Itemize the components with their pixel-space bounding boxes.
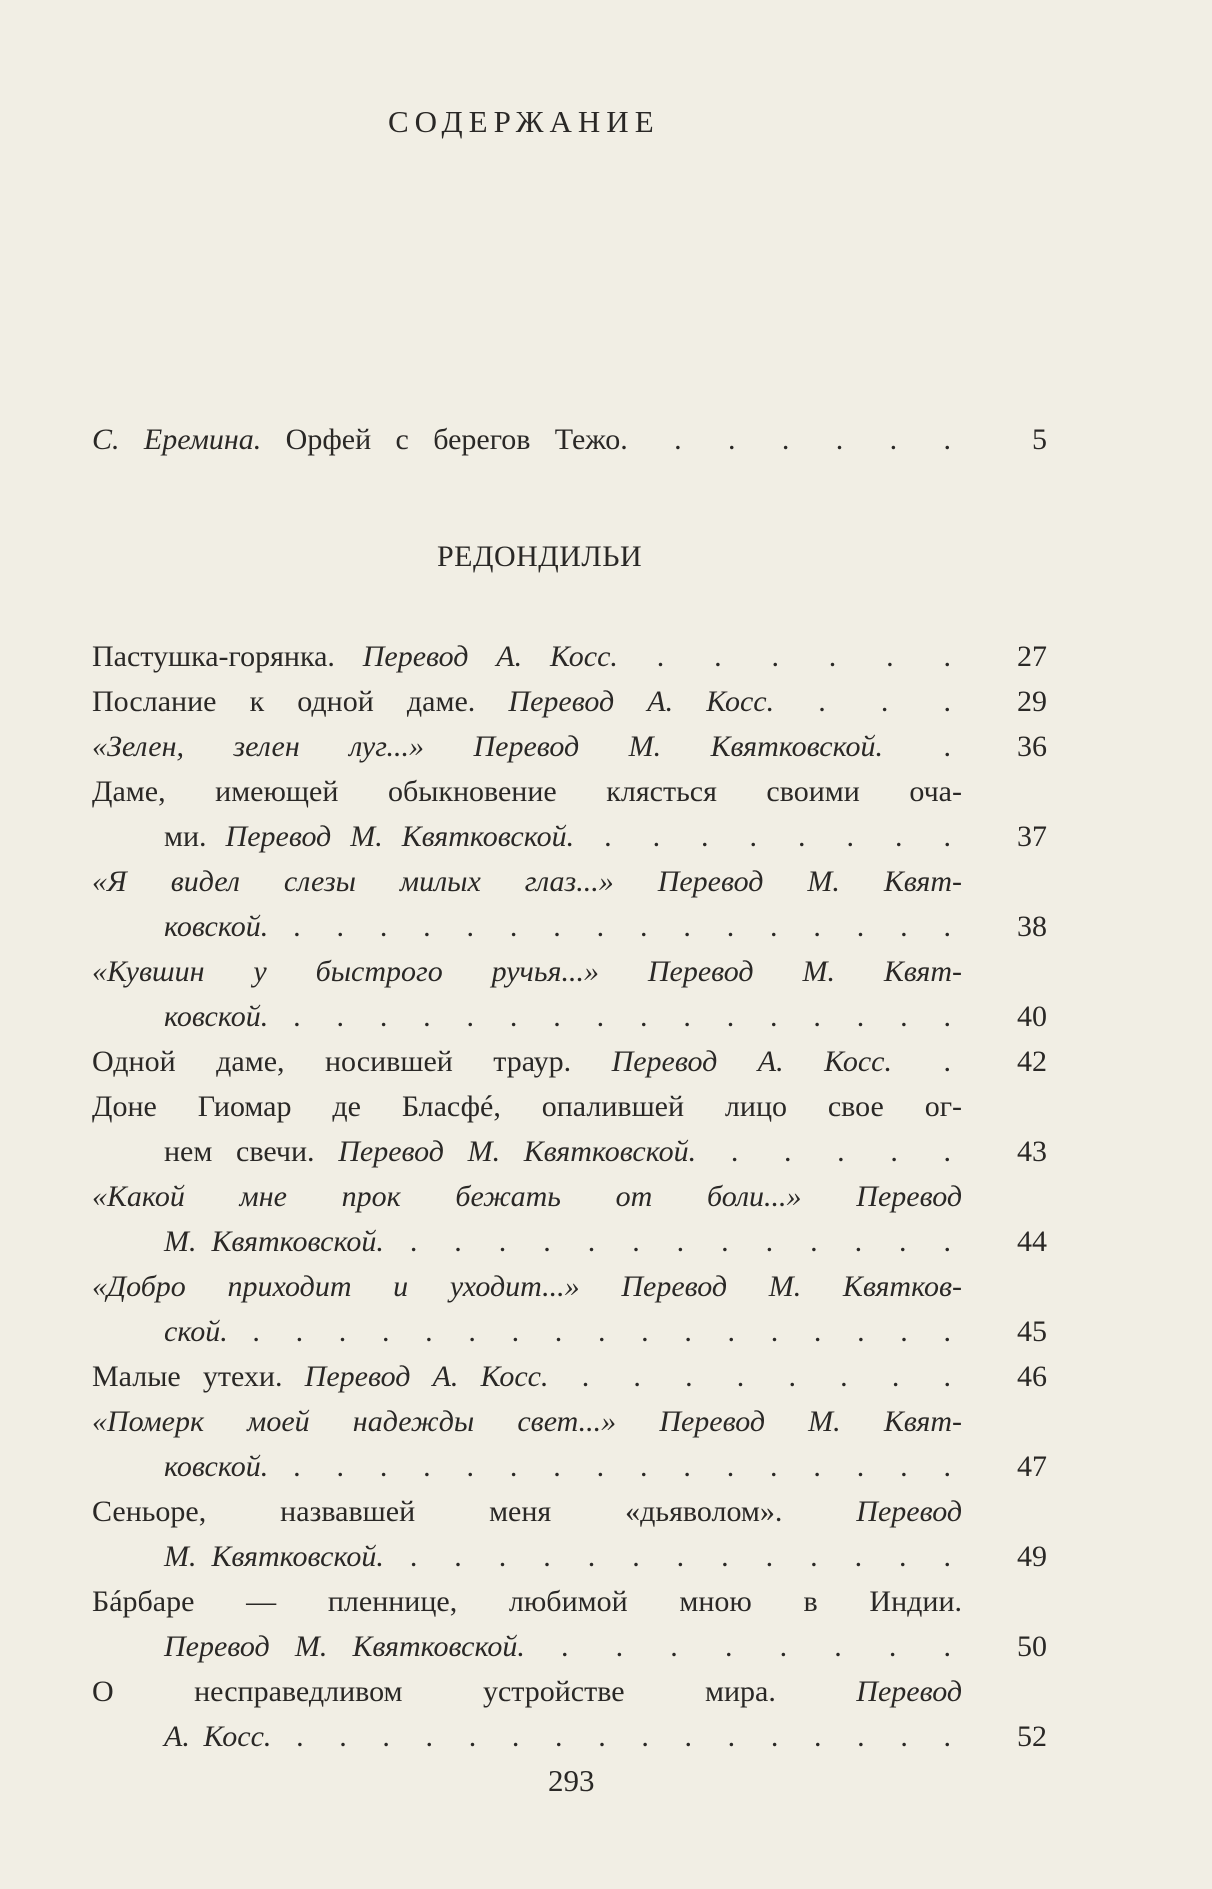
dot-leader: . . . . . . . . . . . . . . . . (268, 1450, 962, 1483)
page-number: 293 (548, 1763, 595, 1798)
entry-text (92, 1579, 962, 1669)
entry-text (92, 1174, 962, 1264)
dot-leader: . . . . . . . . . . . . . . . . (268, 910, 962, 943)
entry-title: Малые утехи. (92, 1360, 305, 1393)
toc-entry (92, 1174, 1047, 1264)
page-title: СОДЕРЖАНИЕ (388, 104, 660, 139)
entry-page-number: 50 (1017, 1630, 1047, 1663)
entry-translator: «Какой мне прок бежать от боли...» Перевод (92, 1180, 962, 1213)
entry-line-1 (92, 679, 962, 724)
entry-translator: «Кувшин у быстрого ручья...» Перевод М. Квят- (92, 955, 962, 988)
toc-entry (92, 1579, 1047, 1669)
entry-text (92, 1399, 962, 1489)
entry-page-number: 37 (1017, 820, 1047, 853)
entry-title-continued: ми. (164, 820, 226, 853)
section-title: РЕДОНДИЛЬИ (437, 540, 643, 573)
entry-line-1 (92, 1084, 962, 1129)
entry-translator: «Я видел слезы милых глаз...» Перевод М. Квят- (92, 865, 962, 898)
entry-translator: «Зелен, зелен луг...» Перевод М. Квятковской. (92, 730, 884, 763)
entry-page-number: 44 (1017, 1225, 1047, 1258)
toc-entry (92, 679, 1047, 724)
entry-title: Орфей с берегов Тежо (261, 423, 621, 456)
toc-entry (92, 1399, 1047, 1489)
entry-text (92, 679, 962, 724)
entry-translator: «Добро приходит и уходит...» Перевод М. Квятков- (92, 1270, 962, 1303)
toc-entry (92, 724, 1047, 769)
entry-line-2 (92, 1624, 962, 1669)
dot-leader: . . . . . . . (620, 423, 962, 456)
entry-line-1 (92, 1489, 962, 1534)
entry-text (92, 769, 962, 859)
entry-text (92, 1084, 962, 1174)
entry-page-number: 38 (1017, 910, 1047, 943)
entry-line-2 (92, 1129, 962, 1174)
toc-entry (92, 1489, 1047, 1579)
entry-title: Доне Гиомар де Бласфé, опалившей лицо свое ог- (92, 1090, 962, 1123)
entry-page-number: 42 (1017, 1045, 1047, 1078)
toc-entry-intro (92, 417, 1047, 462)
entry-text (92, 1039, 962, 1084)
entry-line-1 (92, 1264, 962, 1309)
toc-entry (92, 949, 1047, 1039)
entry-translator: Перевод А. Косс. (304, 1360, 549, 1393)
entry-translator: Перевод М. Квятковской. (338, 1135, 697, 1168)
entry-text (92, 1264, 962, 1354)
entry-title: Сеньоре, назвавшей меня «дьяволом». (92, 1495, 857, 1528)
entry-text (92, 1354, 962, 1399)
dot-leader: . (891, 1045, 962, 1078)
toc-entry (92, 769, 1047, 859)
dot-leader: . . . . . . (617, 640, 962, 673)
dot-leader: . . . . . . . . . . . . . . . . (268, 1000, 962, 1033)
entry-page-number: 27 (1017, 640, 1047, 673)
toc-entry (92, 1669, 1047, 1759)
entry-title-continued: нем свечи. (164, 1135, 339, 1168)
toc-entry-list (92, 634, 1047, 1759)
entry-translator: Перевод (856, 1675, 962, 1708)
entry-line-2 (92, 904, 962, 949)
entry-page-number: 46 (1017, 1360, 1047, 1393)
dot-leader: . . . . . . . . (548, 1360, 963, 1393)
entry-line-2 (92, 1219, 962, 1264)
toc-entry (92, 859, 1047, 949)
entry-line-1 (92, 724, 962, 769)
dot-leader: . . . . . (696, 1135, 962, 1168)
entry-line-1 (92, 859, 962, 904)
entry-page-number: 43 (1017, 1135, 1047, 1168)
entry-page-number: 29 (1017, 685, 1047, 718)
entry-translator: М. Квятковской. (164, 1225, 384, 1258)
entry-line-1 (92, 949, 962, 994)
table-of-contents (92, 417, 1047, 1759)
entry-line-1 (92, 1174, 962, 1219)
entry-page-number: 5 (1032, 423, 1047, 456)
toc-entry (92, 634, 1047, 679)
dot-leader: . . . . . . . . . . . . . . . . . (227, 1315, 962, 1348)
entry-line-1 (92, 1579, 962, 1624)
entry-translator: ковской. (164, 1000, 269, 1033)
dot-leader: . . . . . . . . (574, 820, 963, 853)
entry-page-number: 47 (1017, 1450, 1047, 1483)
entry-text (92, 1489, 962, 1579)
entry-line-2 (92, 1309, 962, 1354)
entry-text (92, 634, 962, 679)
entry-translator: А. Косс. (164, 1720, 272, 1753)
toc-entry (92, 1264, 1047, 1354)
entry-translator: ковской. (164, 1450, 269, 1483)
entry-title: О несправедливом устройстве мира. (92, 1675, 857, 1708)
entry-line-1 (92, 769, 962, 814)
dot-leader: . . . . . . . . . . . . . . . . (271, 1720, 962, 1753)
toc-entry (92, 1084, 1047, 1174)
entry-translator: Перевод А. Косс. (611, 1045, 892, 1078)
entry-page-number: 40 (1017, 1000, 1047, 1033)
entry-text (92, 1669, 962, 1759)
entry-line-1 (92, 1669, 962, 1714)
entry-title: Одной даме, носившей траур. (92, 1045, 612, 1078)
entry-text (92, 859, 962, 949)
entry-translator: Перевод М. Квятковской. (225, 820, 575, 853)
entry-page-number: 52 (1017, 1720, 1047, 1753)
dot-leader: . (883, 730, 962, 763)
entry-translator: М. Квятковской. (164, 1540, 384, 1573)
entry-translator: ской. (164, 1315, 228, 1348)
entry-translator: ковской. (164, 910, 269, 943)
toc-entry (92, 1354, 1047, 1399)
entry-text (92, 417, 962, 462)
entry-translator: Перевод А. Косс. (362, 640, 618, 673)
entry-line-1 (92, 1399, 962, 1444)
entry-title: Пастушка-горянка. (92, 640, 363, 673)
entry-translator: Перевод М. Квятковской. (164, 1630, 525, 1663)
entry-author: С. Еремина. (92, 423, 262, 456)
entry-page-number: 45 (1017, 1315, 1047, 1348)
toc-entry (92, 1039, 1047, 1084)
entry-line-2 (92, 1444, 962, 1489)
entry-page-number: 49 (1017, 1540, 1047, 1573)
entry-text (92, 724, 962, 769)
entry-title: Бáрбаре — пленнице, любимой мною в Индии. (92, 1585, 962, 1618)
dot-leader: . . . . . . . . . . . . . (383, 1540, 963, 1573)
entry-line-2 (92, 1714, 962, 1759)
entry-title: Послание к одной даме. (92, 685, 509, 718)
dot-leader: . . . (774, 685, 963, 718)
entry-line-2 (92, 1534, 962, 1579)
entry-text (92, 949, 962, 1039)
entry-line-1 (92, 634, 962, 679)
dot-leader: . . . . . . . . (524, 1630, 963, 1663)
entry-line-2 (92, 814, 962, 859)
entry-translator: Перевод А. Косс. (508, 685, 775, 718)
entry-line-1 (92, 1039, 962, 1084)
entry-line-2 (92, 994, 962, 1039)
dot-leader: . . . . . . . . . . . . . (383, 1225, 963, 1258)
entry-page-number: 36 (1017, 730, 1047, 763)
entry-translator: Перевод (856, 1495, 962, 1528)
entry-line-1 (92, 1354, 962, 1399)
entry-translator: «Померк моей надежды свет...» Перевод М. Квят- (92, 1405, 962, 1438)
entry-title: Даме, имеющей обыкновение клясться своими оча- (92, 775, 962, 808)
